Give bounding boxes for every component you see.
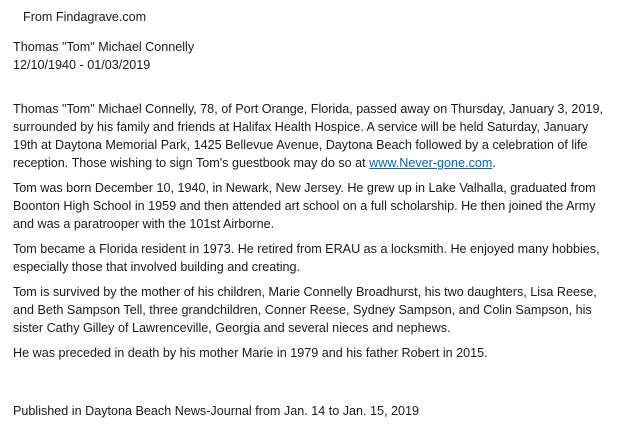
paragraph-career: Tom became a Florida resident in 1973. He retired from ERAU as a locksmith. He enjoyed many hobbies, especially those that involved building and creating. (13, 242, 600, 274)
paragraph-preceded: He was preceded in death by his mother Marie in 1979 and his father Robert in 2015. (13, 346, 488, 360)
obituary-body (13, 100, 615, 362)
paragraph-survivors: Tom is survived by the mother of his children, Marie Connelly Broadhurst, his two daughters, Lisa Reese, and Beth Sampson Tell, three grandchildren, Conner Reese, Sydney Sampson, and Colin Sampson, his sister Cathy Gilley of Lawrenceville, Georgia and several nieces and nephews. (13, 285, 597, 335)
obituary-header (13, 38, 194, 74)
guestbook-link[interactable]: www.Never-gone.com (369, 156, 493, 170)
paragraph-service (13, 100, 615, 172)
publication-note: Published in Daytona Beach News-Journal from Jan. 14 to Jan. 15, 2019 (13, 404, 420, 418)
paragraph-service-text: Thomas "Tom" Michael Connelly, 78, of Port Orange, Florida, passed away on Thursday, January 3, 2019, surrounded by his family and friends at Halifax Health Hospice. A service will be held Saturday, January 19th at Daytona Memorial Park, 1425 Bellevue Avenue, Daytona Beach followed by a celebration of life reception. Those wishing to sign Tom's guestbook may do so at (13, 102, 603, 170)
source-label: From Findagrave.com (23, 10, 147, 24)
life-dates: 12/10/1940 - 01/03/2019 (13, 58, 151, 72)
deceased-name: Thomas "Tom" Michael Connelly (13, 40, 195, 54)
paragraph-early-life: Tom was born December 10, 1940, in Newark, New Jersey. He grew up in Lake Valhalla, graduated from Boonton High School in 1959 and then attended art school on a full scholarship. He then joined the Army and was a paratrooper with the 101st Airborne. (13, 181, 596, 231)
paragraph-service-end: . (492, 156, 496, 170)
